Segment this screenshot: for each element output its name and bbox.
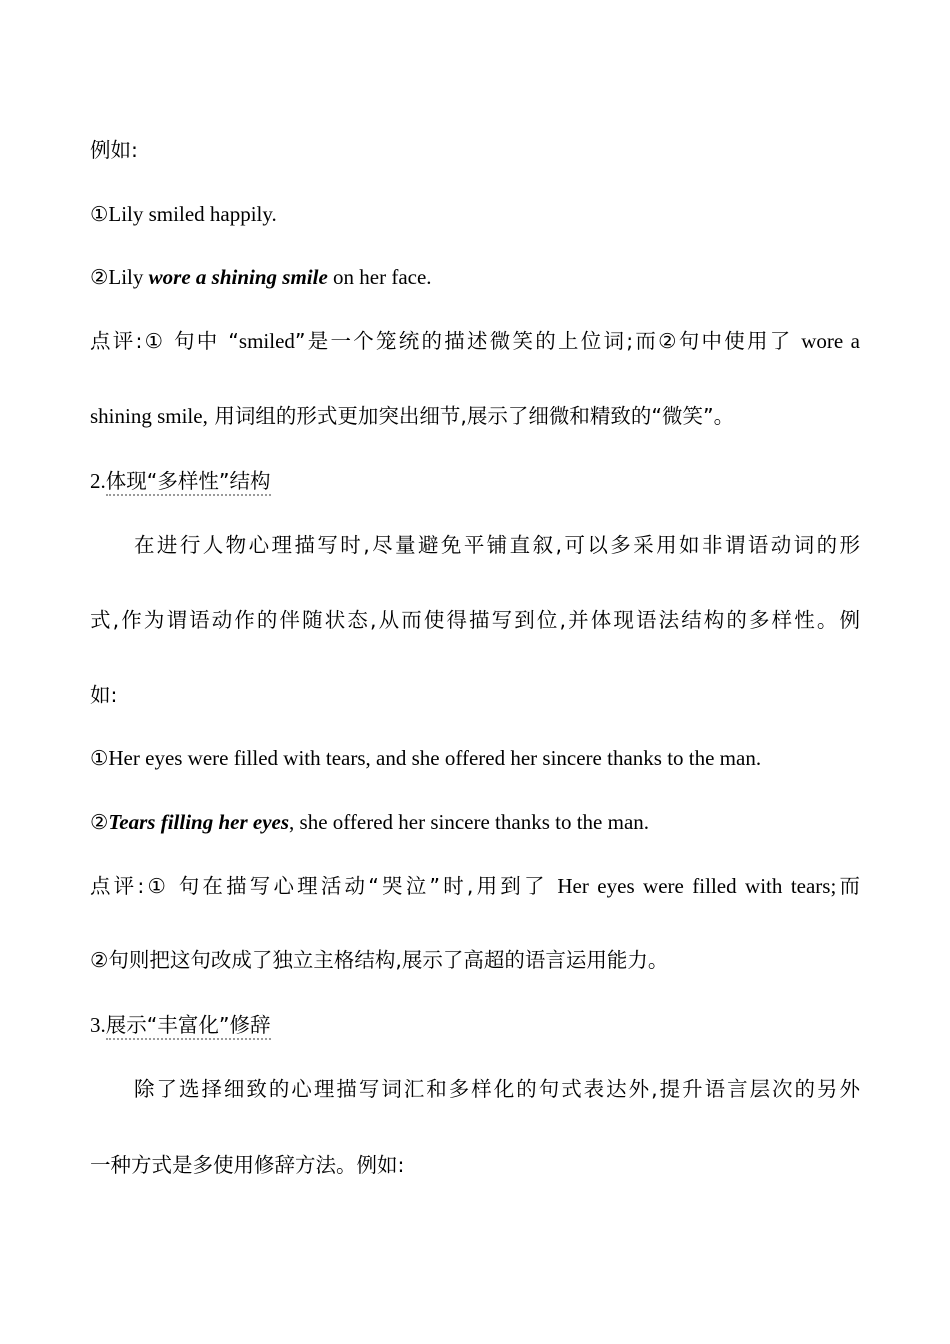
section-number: 2.	[90, 469, 106, 493]
comment-en-phrase: wore a	[801, 329, 860, 353]
circled-number-2: ②	[90, 265, 109, 289]
example-2-sentence-2	[90, 807, 860, 837]
sentence-text: Her eyes were filled with tears, and she offered her sincere thanks to the man.	[108, 746, 762, 770]
comment-2-line-2	[90, 945, 860, 975]
comment-en-phrase: shining smile,	[90, 404, 208, 428]
paragraph-3-line-1	[90, 1074, 860, 1104]
circled-number-2: ②	[90, 810, 109, 834]
paragraph-text: 式,作为谓语动作的伴随状态,从而使得描写到位,并体现语法结构的多样性。例	[90, 608, 860, 632]
section-number: 3.	[90, 1013, 106, 1037]
example-intro-text: 例如:	[90, 138, 138, 162]
paragraph-2-line-3	[90, 680, 860, 710]
example-1-sentence-1	[90, 199, 860, 229]
example-2-sentence-1	[90, 743, 860, 773]
comment-2-line-1	[90, 871, 860, 901]
sentence-text-pre: Lily	[108, 265, 149, 289]
paragraph-text: 除了选择细致的心理描写词汇和多样化的句式表达外,提升语言层次的另外	[134, 1077, 860, 1101]
paragraph-text: 如:	[90, 683, 118, 707]
comment-text: ②句则把这句改成了独立主格结构,展示了高超的语言运用能力。	[90, 948, 669, 972]
comment-1-line-1	[90, 326, 860, 356]
comment-text: ”是一个笼统的描述微笑的上位词;而②句中使用了	[294, 329, 802, 353]
section-title: 展示“丰富化”修辞	[106, 1013, 271, 1040]
comment-text: 点评:① 句中 “	[90, 329, 239, 353]
circled-number-1: ①	[90, 202, 109, 226]
paragraph-text: 一种方式是多使用修辞方法。例如:	[90, 1153, 405, 1177]
example-1-sentence-2	[90, 262, 860, 292]
comment-text: 而	[836, 874, 860, 898]
sentence-text-post: , she offered her sincere thanks to the man.	[289, 810, 650, 834]
comment-en-word: smiled	[238, 329, 295, 353]
circled-number-1: ①	[90, 746, 109, 770]
comment-text: 点评:① 句在描写心理活动“哭泣”时,用到了	[90, 874, 558, 898]
paragraph-text: 在进行人物心理描写时,尽量避免平铺直叙,可以多采用如非谓语动词的形	[134, 533, 860, 557]
comment-en-phrase: Her eyes were filled with tears;	[557, 874, 837, 898]
emphasized-phrase: wore a shining smile	[148, 265, 328, 289]
paragraph-2-line-2	[90, 605, 860, 635]
sentence-text: Lily smiled happily.	[108, 202, 277, 226]
paragraph-3-line-2	[90, 1150, 860, 1180]
paragraph-2-line-1	[90, 530, 860, 560]
section-heading-2	[90, 466, 860, 496]
section-title: 体现“多样性”结构	[106, 469, 271, 496]
comment-text: 用词组的形式更加突出细节,展示了细微和精致的“微笑”。	[207, 404, 735, 428]
emphasized-phrase: Tears filling her eyes	[108, 810, 290, 834]
comment-1-line-2	[90, 401, 860, 431]
section-heading-3	[90, 1010, 860, 1040]
sentence-text-post: on her face.	[327, 265, 432, 289]
example-intro-1	[90, 135, 860, 165]
